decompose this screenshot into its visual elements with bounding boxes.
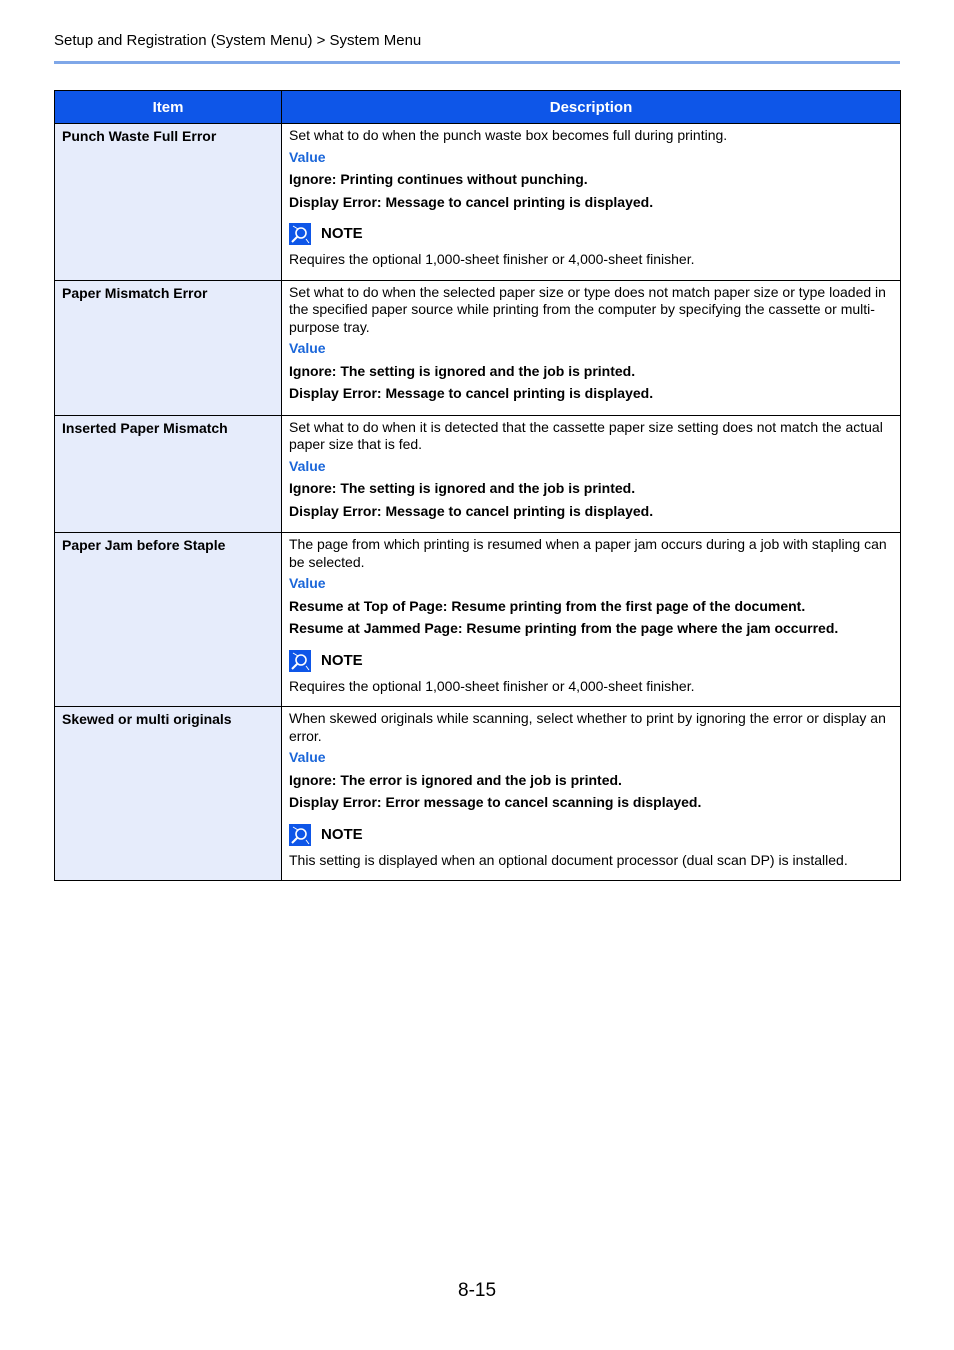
note-heading xyxy=(289,824,892,846)
item-name: Paper Jam before Staple xyxy=(55,533,282,707)
note-icon xyxy=(289,650,311,672)
table-row xyxy=(55,415,901,533)
item-name: Punch Waste Full Error xyxy=(55,124,282,281)
header-divider xyxy=(54,61,900,64)
note-text: Requires the optional 1,000-sheet finisher or 4,000-sheet finisher. xyxy=(289,677,695,694)
value-option: Ignore: The setting is ignored and the job is printed. xyxy=(289,362,636,379)
item-description xyxy=(282,415,901,533)
description-text: The page from which printing is resumed when a paper jam occurs during a job with stapling can be selected. xyxy=(289,536,887,570)
note-heading xyxy=(289,223,892,245)
settings-table xyxy=(54,90,901,881)
column-header-item: Item xyxy=(55,91,282,124)
value-label: Value xyxy=(289,749,326,765)
value-option: Ignore: The setting is ignored and the job is printed. xyxy=(289,480,636,496)
value-option: Display Error: Message to cancel printing is displayed. xyxy=(289,385,654,401)
value-option: Display Error: Message to cancel printing is displayed. xyxy=(289,502,654,519)
value-option: Ignore: Printing continues without punching. xyxy=(289,171,588,187)
note-icon xyxy=(289,223,311,245)
note-text: Requires the optional 1,000-sheet finisher or 4,000-sheet finisher. xyxy=(289,251,695,267)
description-text: Set what to do when the punch waste box becomes full during printing. xyxy=(289,127,728,143)
table-row xyxy=(55,707,901,881)
value-label: Value xyxy=(289,148,326,165)
value-label: Value xyxy=(289,340,326,356)
note-text: This setting is displayed when an optional document processor (dual scan DP) is installed. xyxy=(289,851,848,868)
table-row xyxy=(55,280,901,415)
note-title: NOTE xyxy=(321,825,363,843)
item-description xyxy=(282,124,901,281)
item-description xyxy=(282,707,901,881)
item-description xyxy=(282,280,901,415)
item-name: Inserted Paper Mismatch xyxy=(55,415,282,533)
table-header-row xyxy=(55,91,901,124)
item-name: Paper Mismatch Error xyxy=(55,280,282,415)
description-text: Set what to do when the selected paper size or type does not match paper size or type loaded in the specified paper source while printing from the computer by specifying the cassette or multi-purpose tray. xyxy=(289,283,886,335)
item-name: Skewed or multi originals xyxy=(55,707,282,881)
note-title: NOTE xyxy=(321,651,363,669)
item-description xyxy=(282,533,901,707)
value-option: Display Error: Message to cancel printing is displayed. xyxy=(289,193,654,210)
description-text: When skewed originals while scanning, select whether to print by ignoring the error or display an error. xyxy=(289,710,886,744)
breadcrumb: Setup and Registration (System Menu) > System Menu xyxy=(54,32,422,49)
table-row xyxy=(55,533,901,707)
note-heading xyxy=(289,650,892,672)
note-icon xyxy=(289,824,311,846)
value-option: Ignore: The error is ignored and the job is printed. xyxy=(289,771,622,788)
page-number: 8-15 xyxy=(458,1280,497,1301)
value-option: Resume at Jammed Page: Resume printing from the page where the jam occurred. xyxy=(289,620,839,636)
value-option: Display Error: Error message to cancel scanning is displayed. xyxy=(289,794,702,810)
value-label: Value xyxy=(289,457,326,474)
value-option: Resume at Top of Page: Resume printing from the first page of the document. xyxy=(289,597,806,614)
note-title: NOTE xyxy=(321,225,363,243)
description-text: Set what to do when it is detected that the cassette paper size setting does not match the actual paper size that is fed. xyxy=(289,418,883,452)
table-row xyxy=(55,124,901,281)
value-label: Value xyxy=(289,575,326,591)
column-header-description: Description xyxy=(282,91,901,124)
